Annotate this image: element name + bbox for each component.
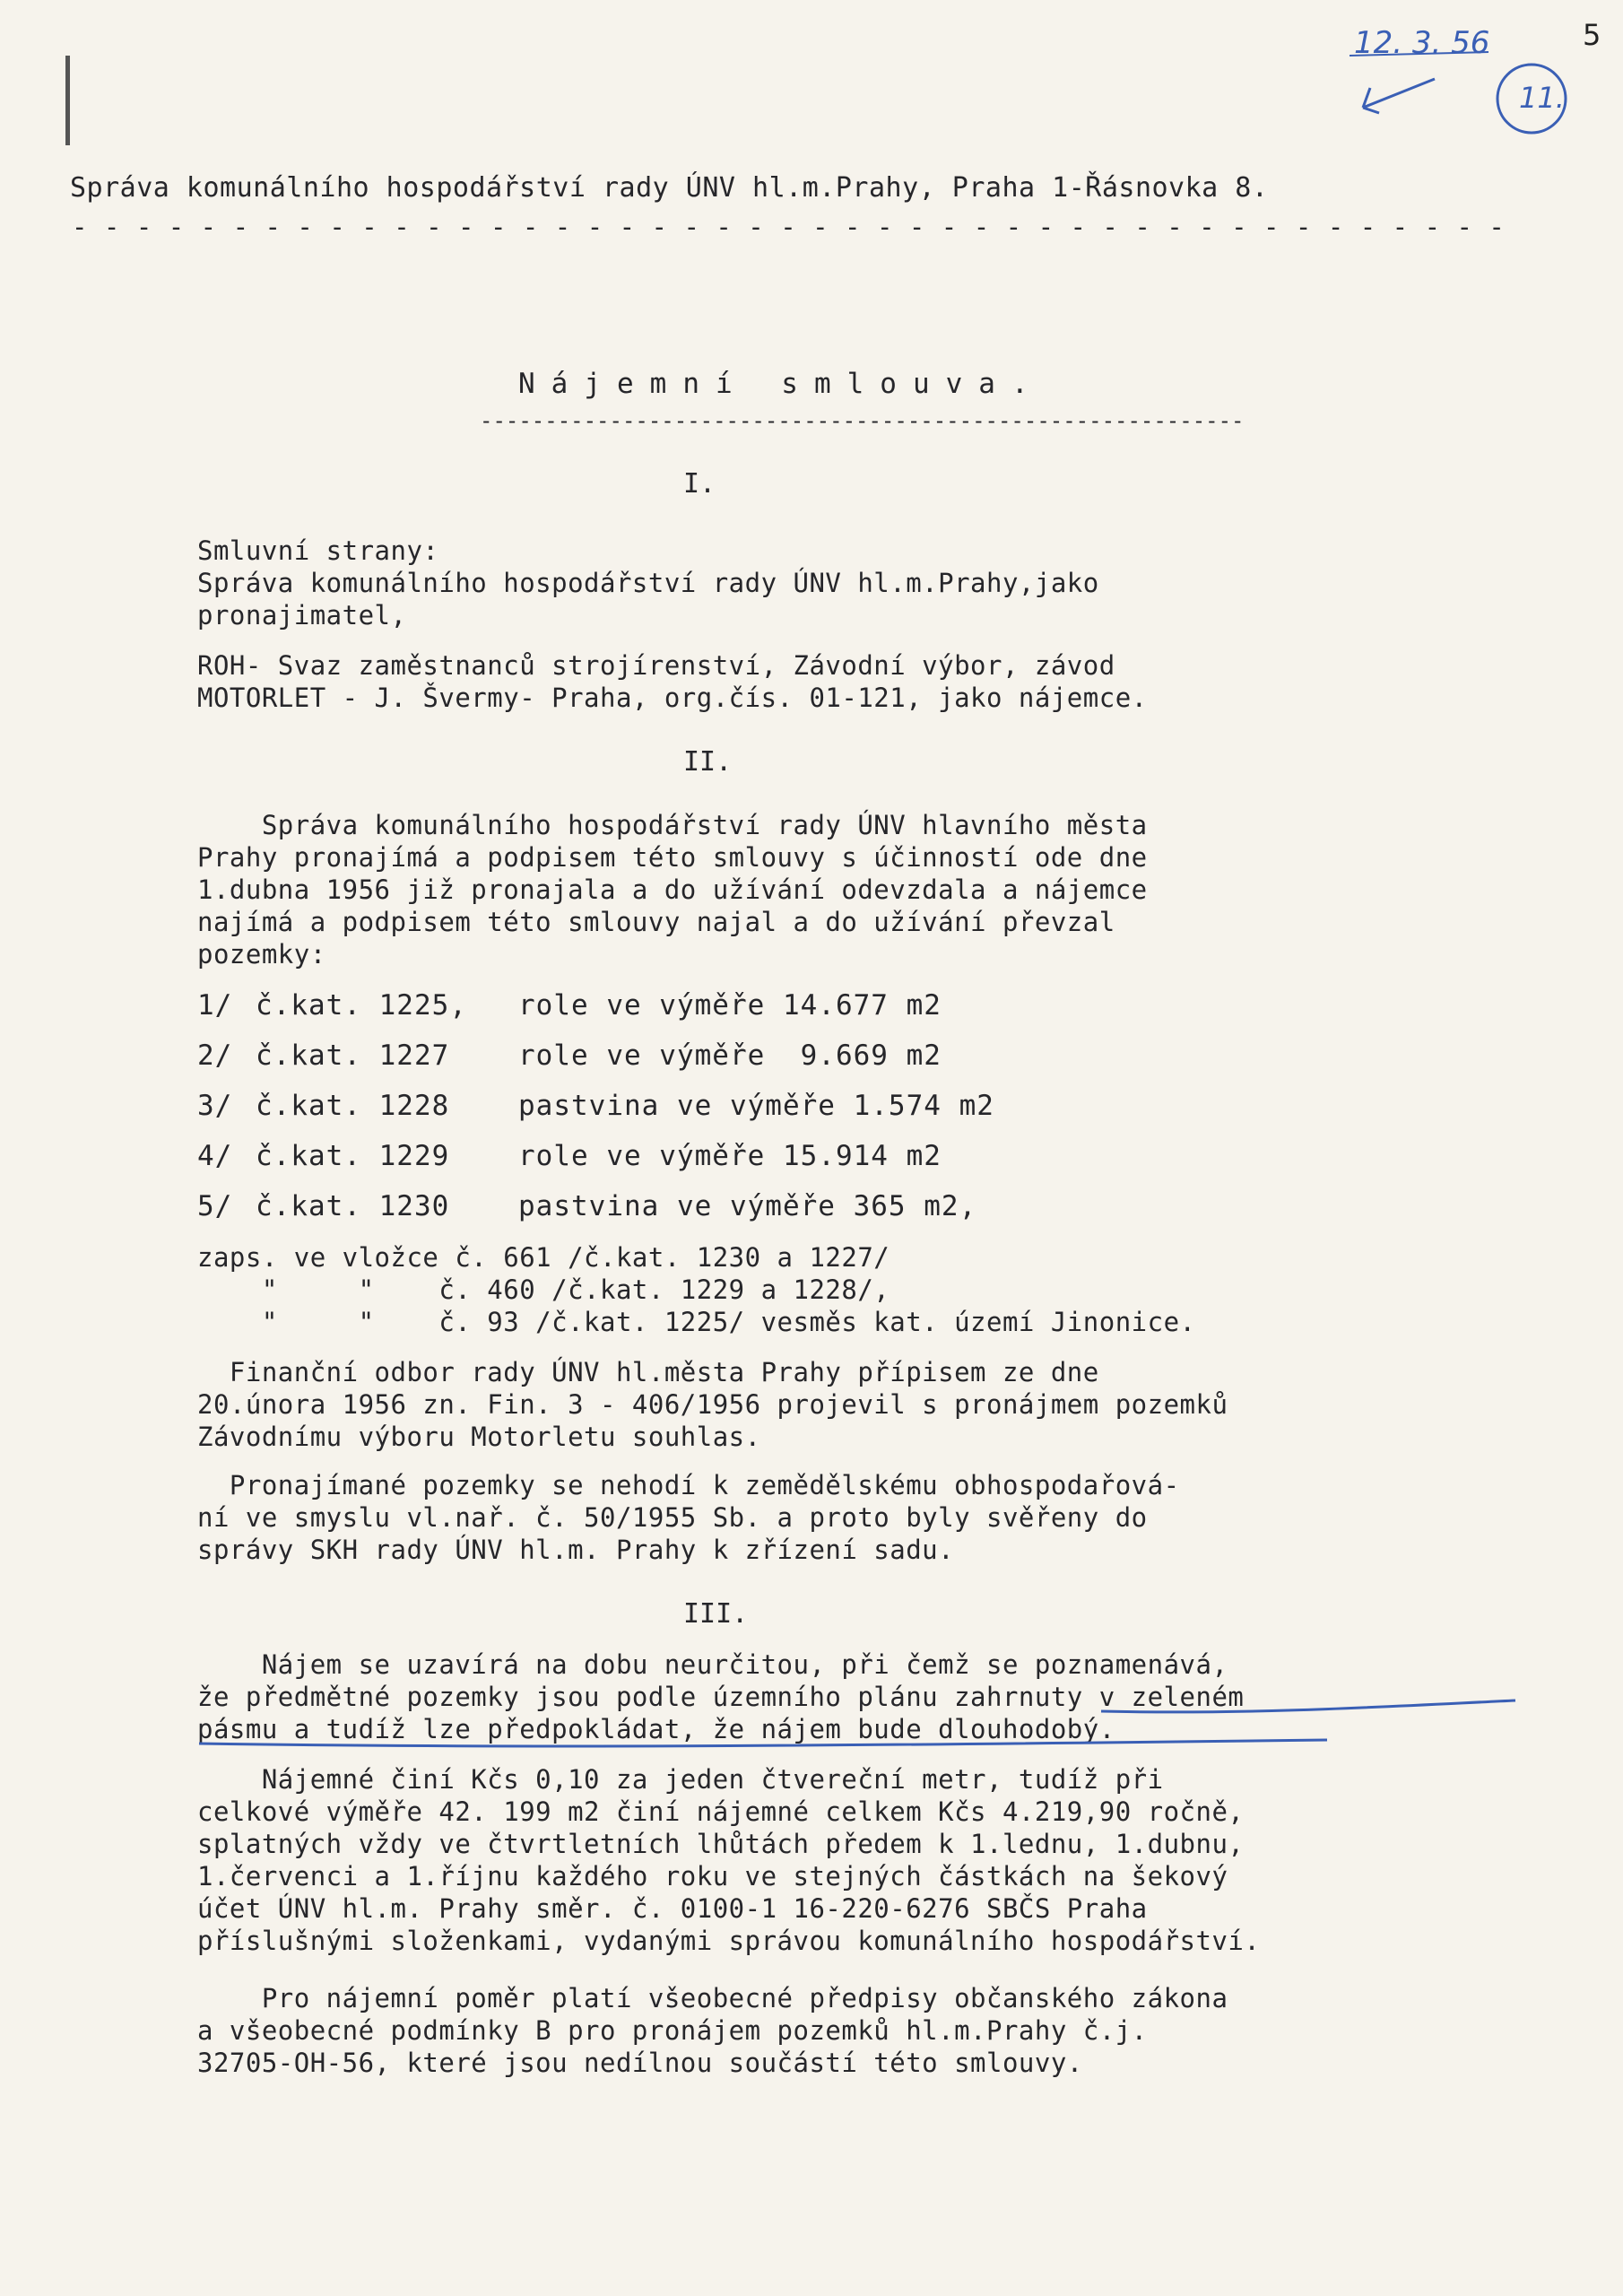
- rent-line: účet ÚNV hl.m. Prahy směr. č. 0100-1 16-220-6276 SBČS Praha: [197, 1893, 1148, 1924]
- org-header-line: Správa komunálního hospodářství rady ÚNV hl.m.Prahy, Praha 1-Řásnovka 8.: [70, 172, 1269, 204]
- parcel-kat: č.kat. 1227: [256, 1039, 450, 1072]
- rent-line: celkové výměře 42. 199 m2 činí nájemné celkem Kčs 4.219,90 ročně,: [197, 1796, 1245, 1827]
- lease-intro-line: Prahy pronajímá a podpisem této smlouvy s účinností ode dne: [197, 842, 1148, 873]
- party-line: MOTORLET - J. Švermy- Praha, org.čís. 01-121, jako nájemce.: [197, 683, 1148, 713]
- staple-mark: [65, 56, 70, 145]
- parcel-kat: č.kat. 1228: [256, 1090, 450, 1122]
- finance-line: 20.února 1956 zn. Fin. 3 - 406/1956 projevil s pronájmem pozemků: [197, 1389, 1228, 1420]
- rent-line: Nájemné činí Kčs 0,10 za jeden čtvereční metr, tudíž při: [197, 1764, 1164, 1795]
- lease-intro-line: pozemky:: [197, 939, 326, 970]
- agri-line: ní ve smyslu vl.nař. č. 50/1955 Sb. a proto byly svěřeny do: [197, 1502, 1148, 1533]
- parcel-number: 3/: [197, 1090, 233, 1122]
- civil-line: a všeobecné podmínky B pro pronájem pozemků hl.m.Prahy č.j.: [197, 2015, 1148, 2046]
- term-line: Nájem se uzavírá na dobu neurčitou, při čemž se poznamenává,: [197, 1649, 1228, 1680]
- parcel-number: 5/: [197, 1190, 233, 1222]
- lease-intro-line: najímá a podpisem této smlouvy najal a do užívání převzal: [197, 907, 1115, 937]
- pen-arrow: [1363, 79, 1435, 113]
- rent-line: příslušnými složenkami, vydanými správou komunálního hospodářství.: [197, 1926, 1261, 1956]
- parcel-desc: role ve výměře 14.677 m2: [518, 989, 942, 1022]
- section-heading-3: III.: [683, 1598, 749, 1630]
- finance-line: Závodnímu výboru Motorletu souhlas.: [197, 1422, 761, 1452]
- page-number: 5: [1583, 18, 1601, 52]
- term-line: že předmětné pozemky jsou podle územního plánu zahrnuty v zeleném: [197, 1682, 1245, 1712]
- parcel-kat: č.kat. 1229: [256, 1140, 450, 1172]
- parcel-kat: č.kat. 1225,: [256, 989, 467, 1022]
- party-line: pronajimatel,: [197, 600, 407, 631]
- document-title: Nájemní smlouva.: [518, 368, 1045, 400]
- term-line: pásmu a tudíž lze předpokládat, že nájem bude dlouhodobý.: [197, 1714, 1115, 1744]
- circled-number: 11.: [1519, 81, 1565, 115]
- section-heading-1: I.: [683, 468, 716, 500]
- header-divider: - - - - - - - - - - - - - - - - - - - - - - - - - - - - - - - - - - - - - - - - - - - - -: [72, 212, 1506, 242]
- lease-intro-line: 1.dubna 1956 již pronajala a do užívání odevzdala a nájemce: [197, 874, 1148, 905]
- parcel-number: 4/: [197, 1140, 233, 1172]
- registry-line: zaps. ve vložce č. 661 /č.kat. 1230 a 1227/: [197, 1242, 890, 1273]
- parcel-desc: pastvina ve výměře 365 m2,: [518, 1190, 977, 1222]
- registry-line: " " č. 93 /č.kat. 1225/ vesměs kat. území Jinonice.: [197, 1307, 1196, 1337]
- section-heading-2: II.: [683, 746, 733, 778]
- civil-line: Pro nájemní poměr platí všeobecné předpisy občanského zákona: [197, 1983, 1228, 2013]
- civil-line: 32705-OH-56, které jsou nedílnou součástí této smlouvy.: [197, 2048, 1083, 2078]
- parcel-number: 2/: [197, 1039, 233, 1072]
- title-underline: -----------------------------------------------------------: [480, 408, 1245, 433]
- parcel-kat: č.kat. 1230: [256, 1190, 450, 1222]
- rent-line: 1.červenci a 1.říjnu každého roku ve stejných částkách na šekový: [197, 1861, 1228, 1892]
- rent-line: splatných vždy ve čtvrtletních lhůtách předem k 1.lednu, 1.dubnu,: [197, 1829, 1245, 1859]
- parcel-desc: role ve výměře 15.914 m2: [518, 1140, 942, 1172]
- party-line: ROH- Svaz zaměstnanců strojírenství, Závodní výbor, závod: [197, 650, 1115, 681]
- finance-line: Finanční odbor rady ÚNV hl.města Prahy přípisem ze dne: [197, 1357, 1099, 1387]
- party-line: Správa komunálního hospodářství rady ÚNV hl.m.Prahy,jako: [197, 568, 1099, 598]
- handwritten-date: 12. 3. 56: [1354, 25, 1490, 61]
- parcel-number: 1/: [197, 989, 233, 1022]
- parties-label: Smluvní strany:: [197, 535, 439, 566]
- registry-line: " " č. 460 /č.kat. 1229 a 1228/,: [197, 1274, 890, 1305]
- agri-line: správy SKH rady ÚNV hl.m. Prahy k zřízení sadu.: [197, 1535, 955, 1565]
- lease-intro-line: Správa komunálního hospodářství rady ÚNV hlavního města: [197, 810, 1148, 840]
- parcel-desc: role ve výměře 9.669 m2: [518, 1039, 942, 1072]
- agri-line: Pronajímané pozemky se nehodí k zemědělskému obhospodařová-: [197, 1470, 1180, 1500]
- parcel-desc: pastvina ve výměře 1.574 m2: [518, 1090, 994, 1122]
